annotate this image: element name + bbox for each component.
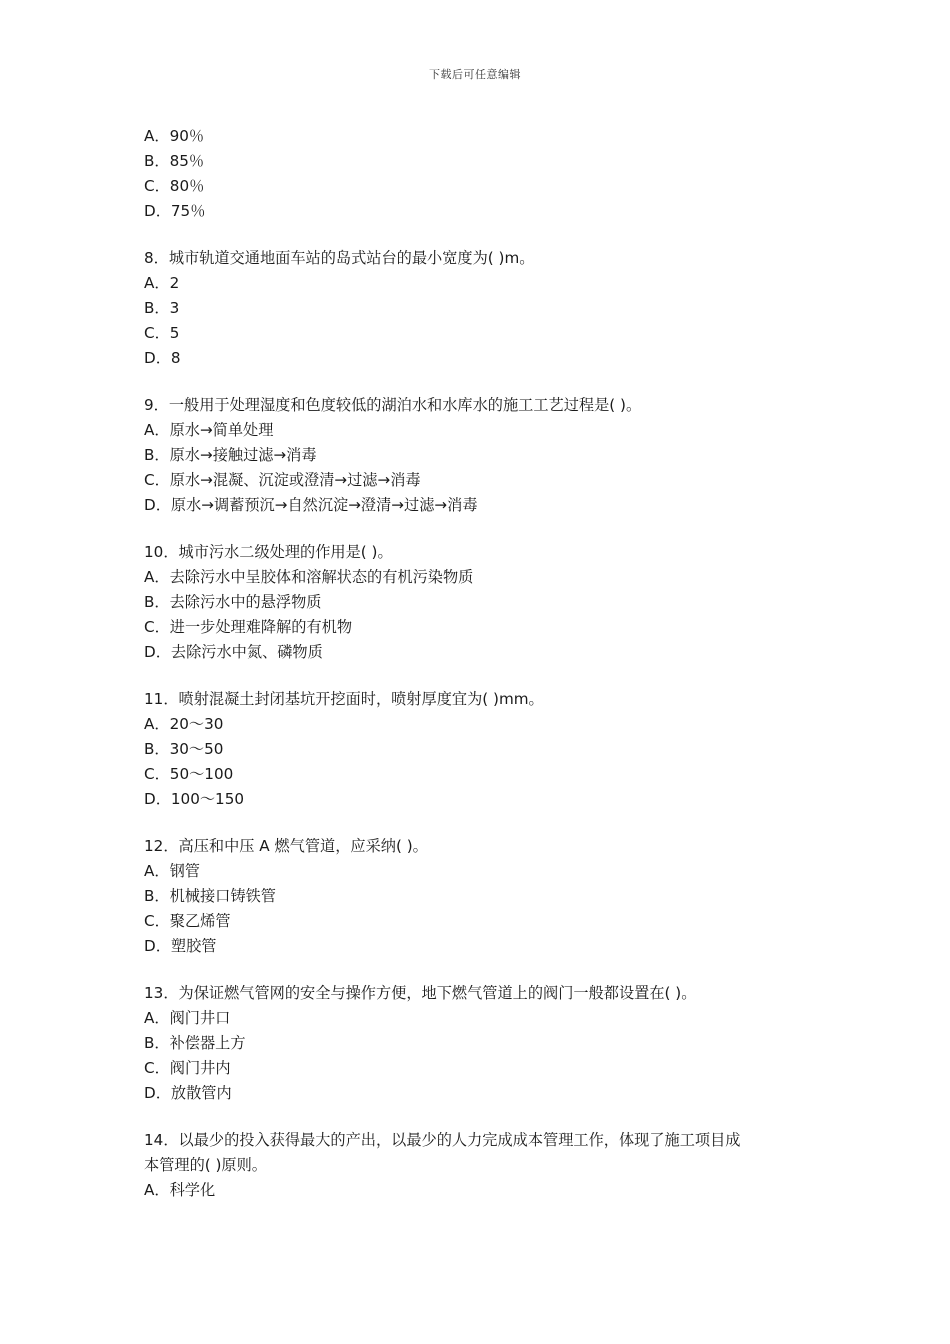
q7-option-c: C．80％ — [144, 177, 205, 195]
question-8-text: 8．城市轨道交通地面车站的岛式站台的最小宽度为( )m。 — [144, 249, 535, 267]
q9-option-a: A．原水→简单处理 — [144, 421, 274, 439]
question-11-text: 11．喷射混凝土封闭基坑开挖面时，喷射厚度宜为( )mm。 — [144, 690, 544, 708]
q10-option-a: A．去除污水中呈胶体和溶解状态的有机污染物质 — [144, 568, 474, 586]
page-header: 下载后可任意编辑 — [429, 68, 521, 81]
question-13 — [144, 981, 814, 1106]
q12-option-d: D．塑胶管 — [144, 937, 217, 955]
question-13-text: 13．为保证燃气管网的安全与操作方便，地下燃气管道上的阀门一般都设置在( )。 — [144, 984, 697, 1002]
q13-option-a: A．阀门井口 — [144, 1009, 231, 1027]
question-14-text-line-2: 本管理的( )原则。 — [144, 1156, 267, 1174]
question-7-options — [144, 124, 814, 224]
q7-option-b: B．85％ — [144, 152, 205, 170]
q9-option-d: D．原水→调蓄预沉→自然沉淀→澄清→过滤→消毒 — [144, 496, 478, 514]
q12-option-b: B．机械接口铸铁管 — [144, 887, 276, 905]
question-8 — [144, 246, 814, 371]
q13-option-b: B．补偿器上方 — [144, 1034, 246, 1052]
q8-option-c: C．5 — [144, 324, 180, 342]
q7-option-a: A．90％ — [144, 127, 205, 145]
q10-option-c: C．进一步处理难降解的有机物 — [144, 618, 353, 636]
question-14-text-line-1: 14．以最少的投入获得最大的产出，以最少的人力完成成本管理工作，体现了施工项目成 — [144, 1131, 741, 1149]
q8-option-d: D．8 — [144, 349, 181, 367]
q13-option-c: C．阀门井内 — [144, 1059, 231, 1077]
q11-option-b: B．30～50 — [144, 740, 224, 758]
q9-option-c: C．原水→混凝、沉淀或澄清→过滤→消毒 — [144, 471, 421, 489]
q13-option-d: D．放散管内 — [144, 1084, 232, 1102]
q11-option-a: A．20～30 — [144, 715, 224, 733]
q12-option-a: A．钢管 — [144, 862, 200, 880]
q10-option-b: B．去除污水中的悬浮物质 — [144, 593, 322, 611]
document-body — [144, 124, 814, 1203]
question-14 — [144, 1128, 814, 1203]
question-9-text: 9．一般用于处理湿度和色度较低的湖泊水和水库水的施工工艺过程是( )。 — [144, 396, 642, 414]
q11-option-c: C．50～100 — [144, 765, 234, 783]
question-10 — [144, 540, 814, 665]
question-9 — [144, 393, 814, 518]
question-12-text: 12．高压和中压 A 燃气管道，应采纳( )。 — [144, 837, 428, 855]
q8-option-b: B．3 — [144, 299, 180, 317]
question-12 — [144, 834, 814, 959]
q14-option-a: A．科学化 — [144, 1181, 216, 1199]
q11-option-d: D．100～150 — [144, 790, 245, 808]
q8-option-a: A．2 — [144, 274, 180, 292]
q9-option-b: B．原水→接触过滤→消毒 — [144, 446, 317, 464]
q10-option-d: D．去除污水中氮、磷物质 — [144, 643, 323, 661]
question-11 — [144, 687, 814, 812]
q7-option-d: D．75％ — [144, 202, 206, 220]
q12-option-c: C．聚乙烯管 — [144, 912, 231, 930]
question-10-text: 10．城市污水二级处理的作用是( )。 — [144, 543, 393, 561]
